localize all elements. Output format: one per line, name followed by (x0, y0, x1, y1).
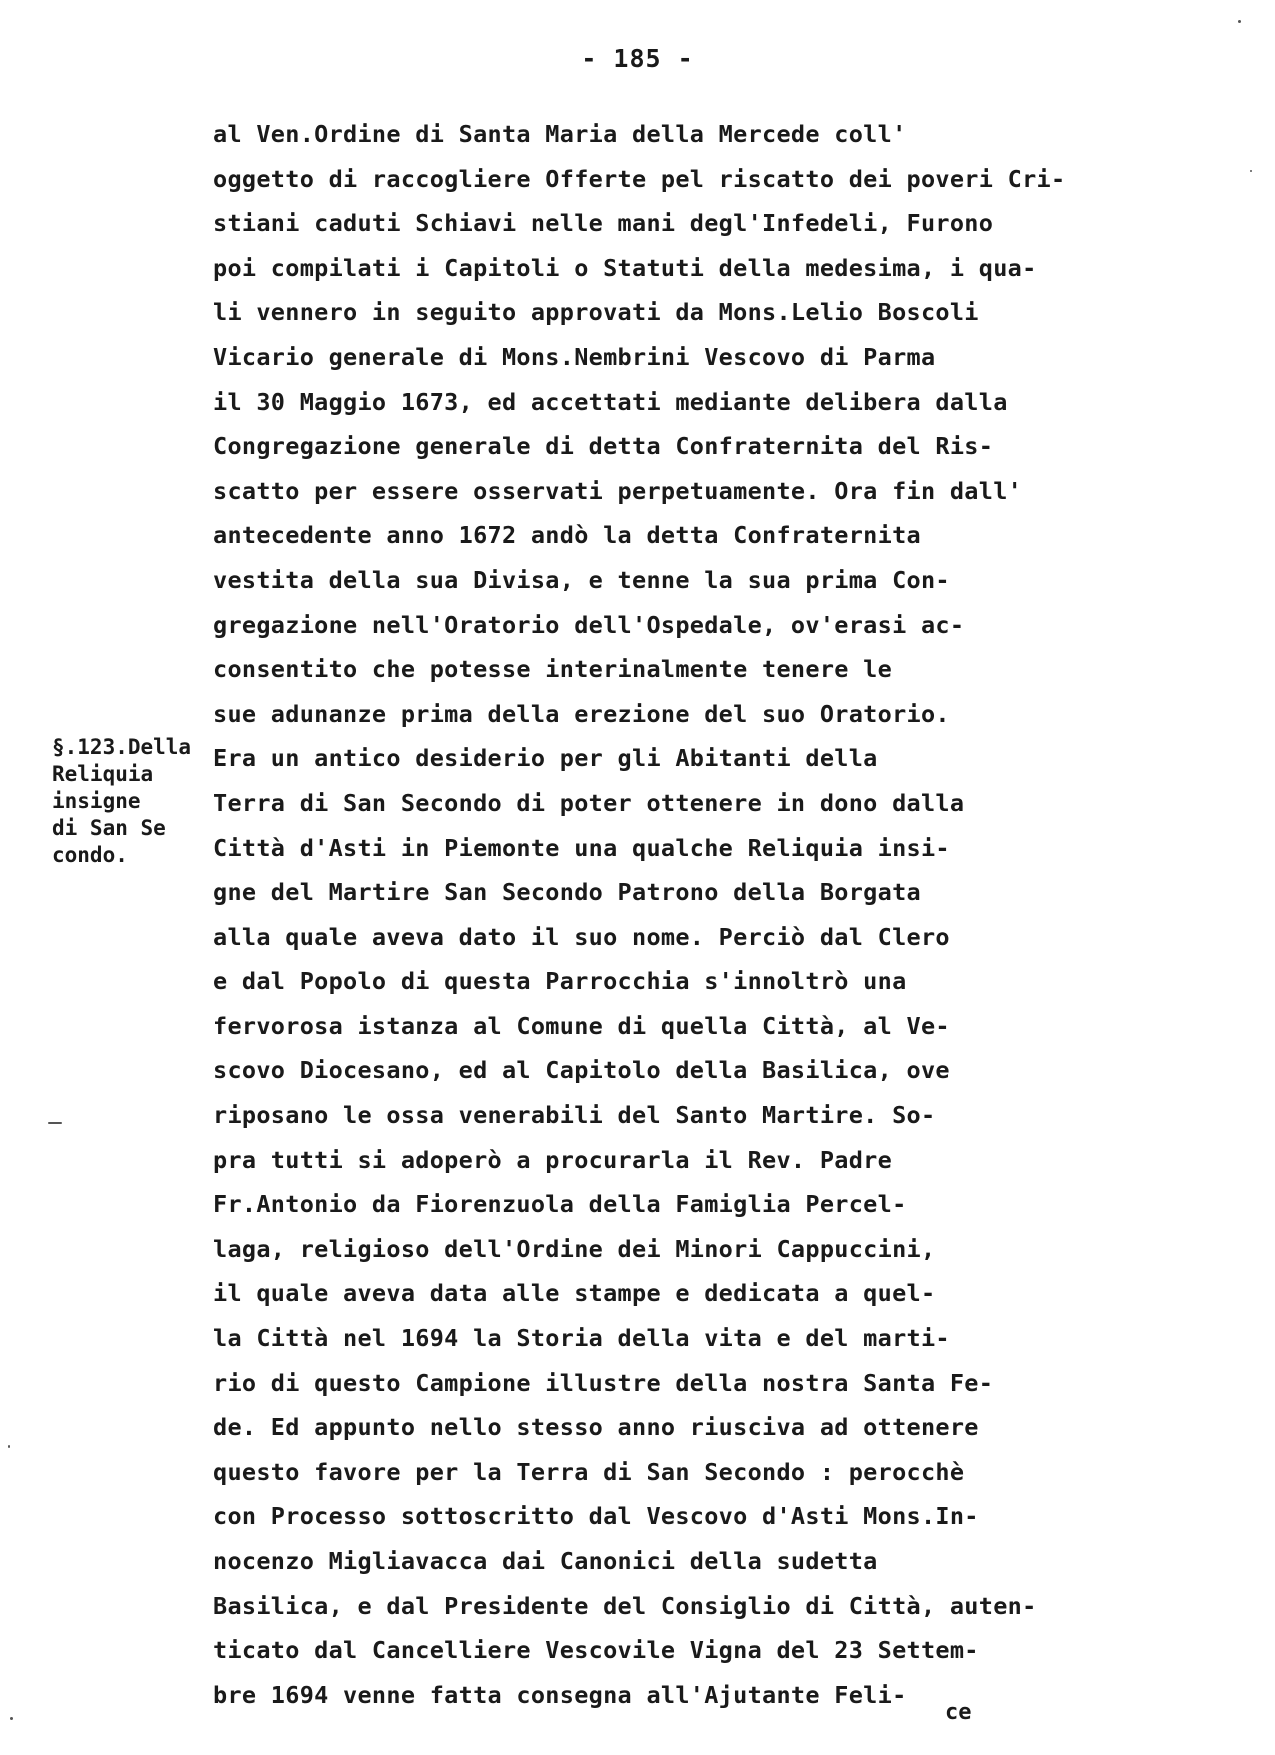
text-line: Vicario generale di Mons.Nembrini Vescovo di Parma (213, 342, 936, 371)
text-line: laga, religioso dell'Ordine dei Minori Cappuccini, (213, 1234, 936, 1263)
text-line: scovo Diocesano, ed al Capitolo della Basilica, ove (213, 1056, 950, 1085)
scan-speck (48, 1122, 62, 1124)
text-line: al Ven.Ordine di Santa Maria della Mercede coll' (213, 120, 907, 148)
catchword: ce (945, 1700, 972, 1725)
text-line: oggetto di raccogliere Offerte pel riscatto dei poveri Cri- (213, 164, 1066, 193)
page-number: - 185 - (581, 44, 694, 73)
text-line: scatto per essere osservati perpetuamente. Ora fin dall' (213, 476, 1023, 505)
text-line: Congregazione generale di detta Confraternita del Ris- (213, 432, 994, 461)
margin-note-line: condo. (52, 843, 128, 867)
scan-speck (8, 1445, 10, 1448)
text-line: bre 1694 venne fatta consegna all'Ajutante Feli- (213, 1680, 907, 1709)
text-line: stiani caduti Schiavi nelle mani degl'Infedeli, Furono (213, 209, 994, 238)
margin-note-line: §.123.Della (52, 735, 192, 759)
text-line: con Processo sottoscritto dal Vescovo d'Asti Mons.In- (213, 1502, 979, 1531)
scan-speck (1238, 20, 1241, 23)
text-line: la Città nel 1694 la Storia della vita e del marti- (213, 1324, 950, 1353)
text-line: nocenzo Migliavacca dai Canonici della sudetta (213, 1547, 878, 1575)
margin-note-line: insigne (52, 789, 141, 813)
text-line: fervorosa istanza al Comune di quella Città, al Ve- (213, 1011, 950, 1040)
text-line: sue adunanze prima della erezione del suo Oratorio. (213, 699, 950, 728)
text-line: Città d'Asti in Piemonte una qualche Reliquia insi- (213, 833, 950, 862)
text-line: de. Ed appunto nello stesso anno riusciva ad ottenere (213, 1413, 979, 1442)
margin-note (52, 734, 222, 869)
text-line: il quale aveva data alle stampe e dedicata a quel- (213, 1279, 936, 1308)
text-line: poi compilati i Capitoli o Statuti della medesima, i qua- (213, 253, 1037, 282)
text-line: Basilica, e dal Presidente del Consiglio di Città, auten- (213, 1591, 1037, 1620)
text-line: alla quale aveva dato il suo nome. Perciò dal Clero (213, 922, 950, 951)
text-line: gne del Martire San Secondo Patrono della Borgata (213, 878, 921, 907)
text-line: vestita della sua Divisa, e tenne la sua prima Con- (213, 565, 950, 594)
text-line: riposano le ossa venerabili del Santo Martire. So- (213, 1101, 936, 1130)
text-line: consentito che potesse interinalmente tenere le (213, 655, 893, 684)
text-line: gregazione nell'Oratorio dell'Ospedale, ov'erasi ac- (213, 610, 965, 639)
text-line: ticato dal Cancelliere Vescovile Vigna del 23 Settem- (213, 1636, 979, 1665)
margin-note-line: Reliquia (52, 762, 154, 786)
text-line: questo favore per la Terra di San Secondo : perocchè (213, 1457, 965, 1486)
text-line: Era un antico desiderio per gli Abitanti della (213, 744, 878, 773)
text-line: pra tutti si adoperò a procurarla il Rev. Padre (213, 1145, 893, 1174)
body-text (213, 112, 1213, 1717)
scan-speck (10, 1717, 13, 1720)
text-line: Terra di San Secondo di poter ottenere in dono dalla (213, 788, 965, 817)
text-line: il 30 Maggio 1673, ed accettati mediante delibera dalla (213, 387, 1008, 416)
text-line: li vennero in seguito approvati da Mons.Lelio Boscoli (213, 298, 979, 327)
text-line: antecedente anno 1672 andò la detta Confraternita (213, 521, 921, 550)
margin-note-line: di San Se (52, 816, 166, 840)
scan-speck (1250, 170, 1252, 172)
text-line: rio di questo Campione illustre della nostra Santa Fe- (213, 1368, 994, 1397)
text-line: e dal Popolo di questa Parrocchia s'innoltrò una (213, 967, 907, 996)
text-line: Fr.Antonio da Fiorenzuola della Famiglia Percel- (213, 1190, 907, 1219)
